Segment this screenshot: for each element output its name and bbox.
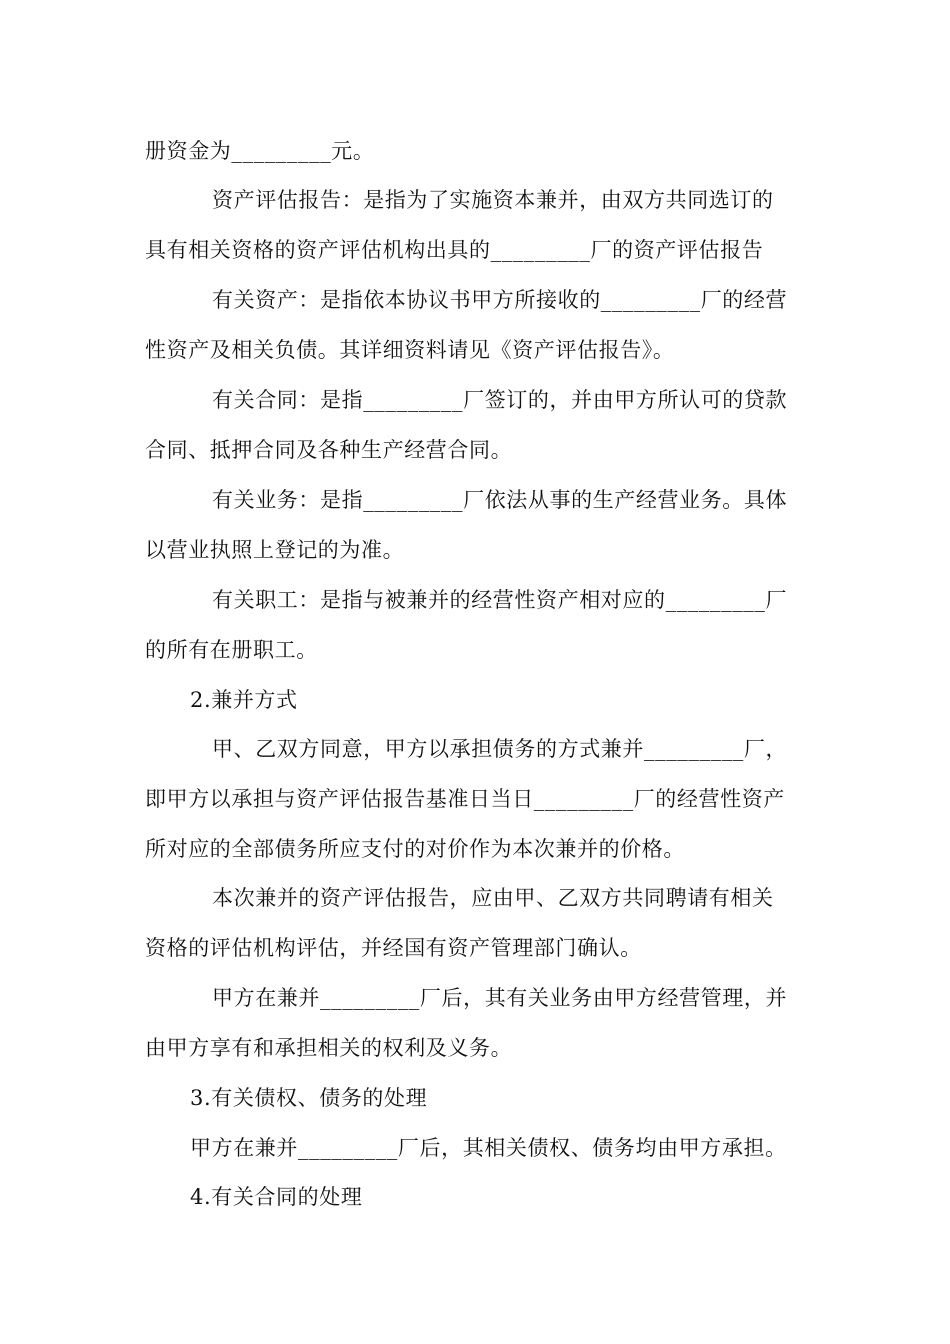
body-line: 本次兼并的资产评估报告，应由甲、乙双方共同聘请有相关 [212,886,774,910]
body-line: 具有相关资格的资产评估机构出具的_________厂的资产评估报告 [145,238,764,262]
body-line: 资格的评估机构评估，并经国有资产管理部门确认。 [145,936,642,960]
body-line: 册资金为_________元。 [145,139,375,163]
section-heading: 3.有关债权、债务的处理 [190,1086,428,1110]
body-line: 有关合同：是指_________厂签订的，并由甲方所认可的贷款 [212,388,788,412]
body-line: 有关业务：是指_________厂依法从事的生产经营业务。具体 [212,488,788,512]
body-line: 性资产及相关负债。其详细资料请见《资产评估报告》。 [145,338,675,362]
body-line: 合同、抵押合同及各种生产经营合同。 [145,438,513,462]
body-line: 以营业执照上登记的为准。 [145,538,405,562]
section-heading: 4.有关合同的处理 [190,1185,363,1209]
body-line: 由甲方享有和承担相关的权利及义务。 [145,1036,513,1060]
body-line: 甲方在兼并_________厂后，其有关业务由甲方经营管理，并 [212,986,788,1010]
body-line: 的所有在册职工。 [145,638,318,662]
body-line: 甲、乙双方同意，甲方以承担债务的方式兼并_________厂， [212,737,788,761]
body-line: 所对应的全部债务所应支付的对价作为本次兼并的价格。 [145,837,685,861]
body-line: 资产评估报告：是指为了实施资本兼并，由双方共同选订的 [212,188,774,212]
body-line: 有关职工：是指与被兼并的经营性资产相对应的_________厂 [212,588,788,612]
section-heading: 2.兼并方式 [190,688,298,712]
body-line: 即甲方以承担与资产评估报告基准日当日_________厂的经营性资产 [145,787,785,811]
body-line: 甲方在兼并_________厂后，其相关债权、债务均由甲方承担。 [190,1136,787,1160]
body-line: 有关资产：是指依本协议书甲方所接收的_________厂的经营 [212,288,788,312]
